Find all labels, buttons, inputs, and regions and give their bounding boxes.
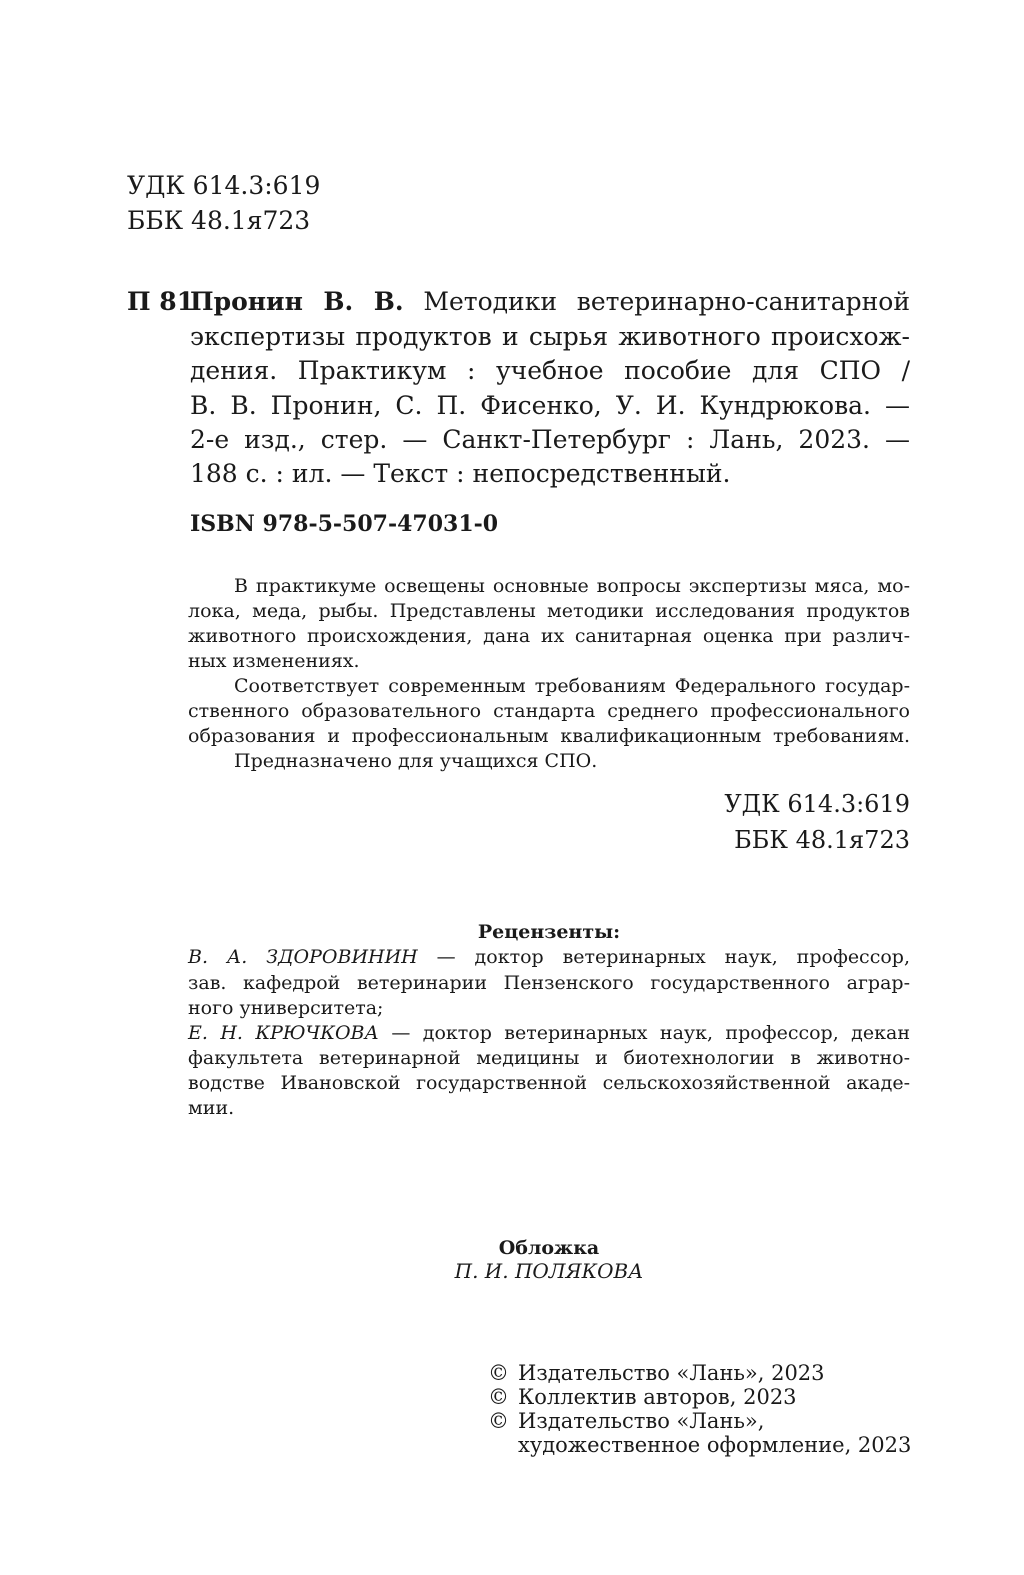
copyright-line (488, 1361, 825, 1385)
bib-line-3: дения. Практикум : учебное пособие для СПО / (190, 356, 910, 385)
annotation-line: Предназначено для учащихся СПО. (234, 750, 598, 772)
udk-code-top: УДК 614.3:619 (127, 171, 321, 200)
bib-line-2: экспертизы продуктов и сырья животного происхож- (190, 322, 910, 351)
reviewer-line: зав. кафедрой ветеринарии Пензенского государственного аграр- (188, 972, 910, 994)
author-sign: П 81 (127, 287, 195, 316)
cover-heading: Обложка (498, 1237, 600, 1259)
reviewer-2-title: — доктор ветеринарных наук, профессор, декан (391, 1022, 910, 1044)
annotation-line: лока, меда, рыбы. Представлены методики исследования продуктов (188, 600, 910, 622)
bib-line-4: В. В. Пронин, С. П. Фисенко, У. И. Кундрюкова. — (190, 391, 910, 420)
copyright-text: Издательство «Лань», (518, 1409, 765, 1433)
reviewer-2-name: Е. Н. КРЮЧКОВА (188, 1022, 379, 1044)
bib-line-6: 188 с. : ил. — Текст : непосредственный. (190, 459, 731, 488)
reviewer-line: факультета ветеринарной медицины и биотехнологии в животно- (188, 1047, 910, 1069)
reviewers-heading: Рецензенты: (477, 921, 621, 943)
reviewer-line: ного университета; (188, 997, 384, 1019)
bbk-code-bottom: ББК 48.1я723 (734, 826, 910, 854)
bib-line-5: 2-е изд., стер. — Санкт-Петербург : Лань, 2023. — (190, 425, 910, 454)
annotation-line: животного происхождения, дана их санитарная оценка при различ- (188, 625, 910, 647)
title-start: Методики ветеринарно-санитарной (423, 287, 910, 316)
cover-artist: П. И. ПОЛЯКОВА (454, 1259, 644, 1283)
reviewer-2-line-1 (188, 1022, 910, 1044)
annotation-line: ственного образовательного стандарта среднего профессионального (188, 700, 910, 722)
annotation-line: образования и профессиональным квалификационным требованиям. (188, 725, 910, 747)
annotation-line: Соответствует современным требованиям Федерального государ- (234, 675, 910, 697)
reviewer-line: мии. (188, 1097, 235, 1119)
copyright-text: Издательство «Лань», 2023 (518, 1361, 825, 1385)
isbn: ISBN 978-5-507-47031-0 (190, 511, 499, 537)
reviewer-1-title: — доктор ветеринарных наук, профессор, (436, 946, 910, 968)
author-name: Пронин В. В. (190, 287, 404, 316)
copyright-icon: © (488, 1361, 509, 1385)
bib-line-1 (190, 287, 910, 316)
udk-code-bottom: УДК 614.3:619 (724, 790, 910, 818)
copyright-line (488, 1409, 764, 1433)
annotation-line: ных изменениях. (188, 650, 360, 672)
reviewer-1-line-1 (188, 946, 910, 968)
copyright-icon: © (488, 1385, 509, 1409)
reviewer-1-name: В. А. ЗДОРОВИНИН (188, 946, 418, 968)
copyright-text: Коллектив авторов, 2023 (518, 1385, 797, 1409)
copyright-line (488, 1385, 797, 1409)
annotation-line: В практикуме освещены основные вопросы экспертизы мяса, мо- (234, 575, 910, 597)
copyright-continuation: художественное оформление, 2023 (518, 1433, 912, 1457)
bbk-code-top: ББК 48.1я723 (127, 206, 311, 235)
reviewer-line: водстве Ивановской государственной сельскохозяйственной акаде- (188, 1072, 910, 1094)
copyright-icon: © (488, 1409, 509, 1433)
